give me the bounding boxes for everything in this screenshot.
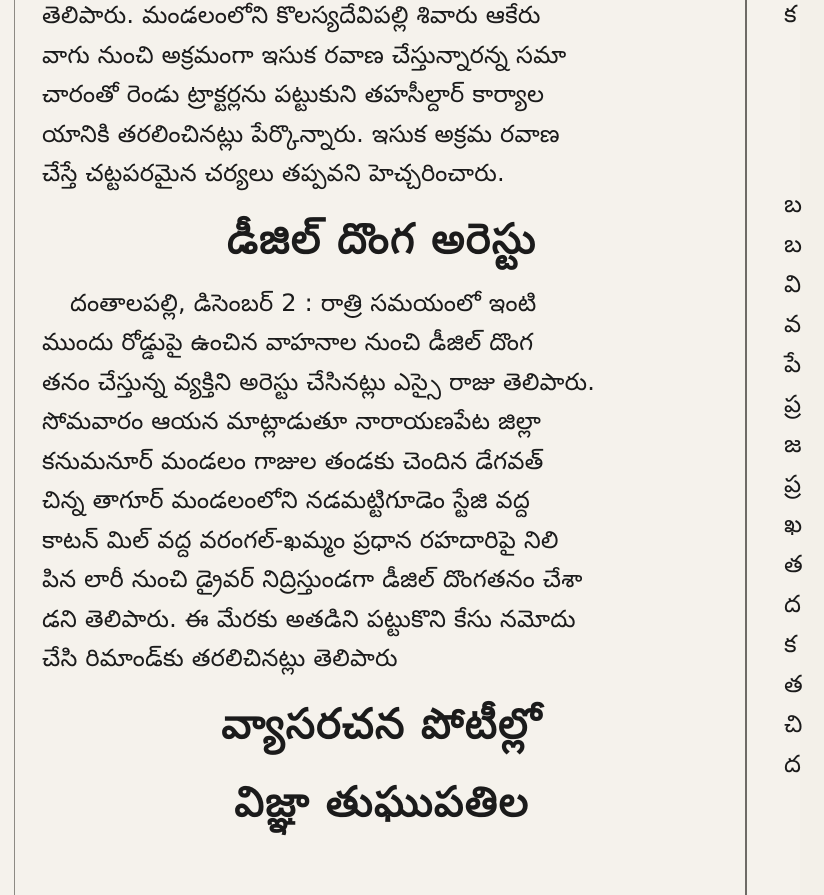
headline-essay-competition: వ్యాసరచన పోటీల్లో bbox=[221, 698, 543, 748]
article-line: చిన్న తాగూర్ మండలంలోని నడమట్టిగూడెం స్టేజి వద్ద bbox=[42, 486, 530, 514]
article-line: సోమవారం ఆయన మాట్లాడుతూ నారాయణపేట జిల్లా bbox=[42, 407, 542, 435]
right-column-fragment: త bbox=[784, 670, 803, 698]
right-column-fragment: బ bbox=[784, 190, 802, 218]
article-line: చారంతో రెండు ట్రాక్టర్లను పట్టుకుని తహసీల్దార్ కార్యాల bbox=[42, 80, 545, 108]
right-column-fragment: ప్ర bbox=[784, 470, 802, 498]
right-column-fragment: ద bbox=[784, 590, 801, 618]
article-sand-smuggling-text bbox=[42, 0, 722, 194]
headline-diesel-thief-arrest: డీజిల్ దొంగ అరెస్టు bbox=[227, 213, 537, 263]
right-column-fragment: జ bbox=[784, 430, 802, 458]
article-line: డని తెలిపారు. ఈ మేరకు అతడిని పట్టుకొని కేసు నమోదు bbox=[42, 604, 576, 633]
right-column-fragment: చి bbox=[784, 710, 803, 738]
subheadline-partial: విజ్ఞా తుఘుపతిల bbox=[234, 776, 530, 826]
right-column-fragment: పే bbox=[784, 350, 802, 378]
article-line: కనుమనూర్ మండలం గాజుల తండకు చెందిన డేగవత్ bbox=[42, 446, 544, 475]
article-diesel-theft-text bbox=[42, 284, 722, 679]
article-line: చేసి రిమాండ్‌కు తరలిచినట్లు తెలిపారు bbox=[42, 644, 398, 672]
right-column-fragment: బ bbox=[784, 230, 802, 258]
article-line: పిన లారీ నుంచి డ్రైవర్ నిద్రిస్తుండగా డీజిల్ దొంగతనం చేశా bbox=[42, 565, 583, 593]
right-column-fragment: త bbox=[784, 550, 803, 578]
left-column-rule bbox=[14, 0, 15, 895]
right-column-fragment: ఖ bbox=[784, 510, 803, 538]
article-line: కాటన్ మిల్ వద్ద వరంగల్-ఖమ్మం ప్రధాన రహదారిపై నిలి bbox=[42, 525, 559, 554]
article-line: తనం చేస్తున్న వ్యక్తిని అరెస్టు చేసినట్లు ఎస్సై రాజు తెలిపారు. bbox=[42, 367, 596, 396]
column-divider-rule bbox=[745, 0, 747, 895]
right-column-fragment: క bbox=[784, 0, 797, 28]
article-line: వాగు నుంచి అక్రమంగా ఇసుక రవాణ చేస్తున్నారన్న సమా bbox=[42, 40, 567, 69]
right-column-fragment: ద bbox=[784, 750, 801, 778]
article-line: యానికి తరలించినట్లు పేర్కొన్నారు. ఇసుక అక్రమ రవాణ bbox=[42, 119, 560, 148]
article-line: ముందు రోడ్డుపై ఉంచిన వాహనాల నుంచి డీజిల్ దొంగ bbox=[42, 328, 534, 356]
article-line: దంతాలపల్లి, డిసెంబర్ 2 : రాత్రి సమయంలో ఇంటి bbox=[70, 288, 537, 317]
main-column bbox=[42, 0, 722, 826]
article-line: తెలిపారు. మండలంలోని కొలస్యదేవిపల్లి శివారు ఆకేరు bbox=[42, 1, 541, 29]
right-column-fragment: క bbox=[784, 630, 797, 658]
right-column-fragment: వి bbox=[784, 270, 802, 298]
right-column-fragment: వ bbox=[784, 310, 802, 338]
right-column-partial bbox=[760, 0, 803, 895]
right-column-fragment: ప్ర bbox=[784, 390, 802, 418]
article-line: చేస్తే చట్టపరమైన చర్యలు తప్పవని హెచ్చరించారు. bbox=[42, 159, 505, 187]
